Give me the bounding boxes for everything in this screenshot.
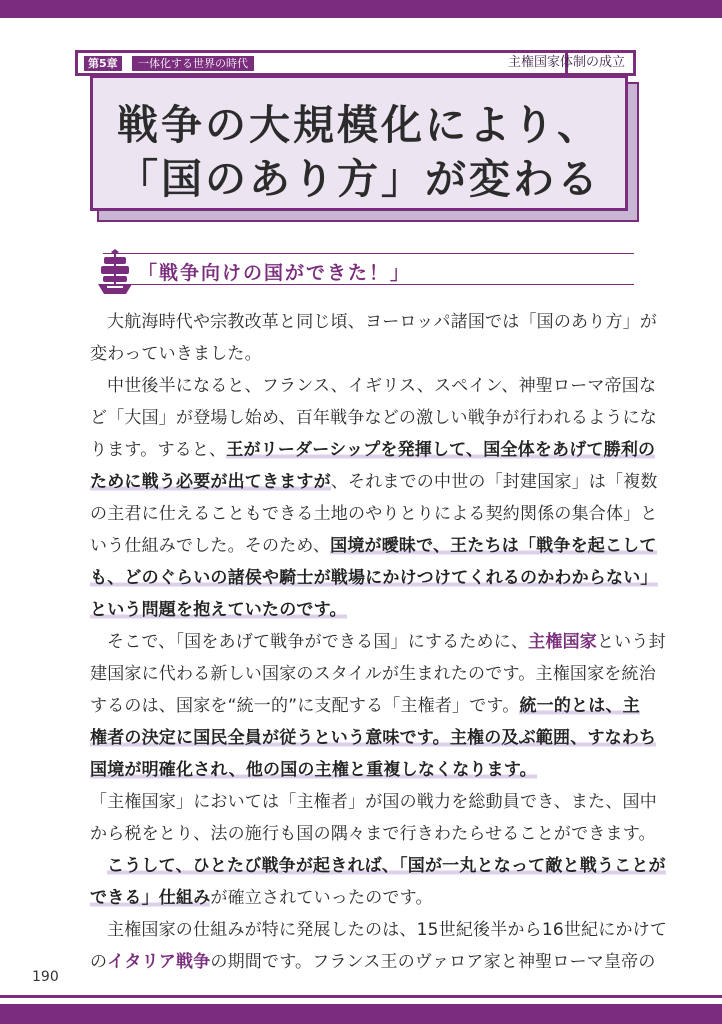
- body-line: [90, 594, 347, 626]
- body-line: から税をとり、法の施行も国の隅々まで行きわたらせることができます。: [90, 824, 656, 844]
- title-box: [90, 75, 628, 211]
- chapter-title: 一体化する世界の時代: [132, 56, 254, 71]
- body-text-run: 、それまでの中世の「封建国家」は「複数: [330, 472, 658, 492]
- body-line: [90, 690, 640, 722]
- body-line: [90, 754, 537, 786]
- chapter-bar: [75, 50, 636, 76]
- body-line: 建国家に代わる新しい国家のスタイルが生まれたのです。主権国家を統治: [90, 664, 656, 684]
- highlighted-text: こうして、ひとたび戦争が起きれば、「国が一丸となって敵と戦うことが: [107, 856, 666, 876]
- chapter-number: 第5章: [84, 56, 122, 71]
- highlighted-text: も、どのぐらいの諸侯や騎士が戦場にかけつけてくれるのかわからない」: [90, 568, 658, 588]
- body-text-run: が確立されていったのです。: [210, 888, 433, 908]
- body-line: [90, 562, 658, 594]
- keyword: イタリア戦争: [107, 952, 211, 972]
- keyword: 主権国家: [528, 632, 597, 652]
- highlighted-text: できる」仕組み: [90, 888, 211, 908]
- highlighted-text: 国境が明確化され、他の国の主権と重複しなくなります。: [90, 760, 537, 780]
- body-text-run: ります。すると、: [90, 440, 227, 460]
- body-line: 変わっていきました。: [90, 344, 262, 364]
- body-line: [90, 722, 656, 754]
- body-line: 中世後半になると、フランス、イギリス、スペイン、神聖ローマ帝国な: [107, 376, 657, 396]
- body-line: の主君に仕えることもできる土地のやりとりによる契約関係の集合体」と: [90, 504, 658, 524]
- body-text-run: いう仕組みでした。そのため、: [90, 536, 331, 556]
- body-text-run: の: [90, 952, 108, 972]
- body-text-run: の期間です。フランス王のヴァロア家と神聖ローマ皇帝の: [210, 952, 656, 972]
- ship-icon: [95, 248, 135, 298]
- body-line: 「主権国家」においては「主権者」が国の戦力を総動員でき、また、国中: [90, 792, 657, 812]
- section-topic: 主権国家体制の成立: [507, 55, 625, 70]
- body-line: [90, 434, 655, 466]
- bottom-rule: [0, 995, 722, 998]
- highlighted-text: 王がリーダーシップを発揮して、国全体をあげて勝利の: [226, 440, 656, 460]
- highlighted-text: 統一的とは、主: [519, 696, 640, 716]
- section-heading: 「戦争向けの国ができた！」: [138, 262, 412, 284]
- heading-rule-top: [103, 253, 634, 254]
- highlighted-text: という問題を抱えていたのです。: [90, 600, 347, 620]
- highlighted-text: 権者の決定に国民全員が従うという意味です。主権の及ぶ範囲、すなわち: [90, 728, 657, 748]
- highlighted-text: ために戦う必要が出てきますが: [90, 472, 331, 492]
- body-text-run: するのは、国家を“統一的”に支配する「主権者」です。: [90, 696, 520, 716]
- top-band: [0, 0, 722, 18]
- body-line: [107, 626, 666, 658]
- body-text-run: という封: [596, 632, 666, 652]
- body-line: 主権国家の仕組みが特に発展したのは、15世紀後半から16世紀にかけて: [107, 920, 668, 940]
- title-line-2: 「国のあり方」が変わる: [117, 155, 601, 203]
- body-line: ど「大国」が登場し始め、百年戦争などの激しい戦争が行われるようにな: [90, 408, 657, 428]
- body-line: [90, 882, 433, 914]
- body-line: [90, 946, 656, 978]
- body-line: [90, 466, 658, 498]
- body-line: 大航海時代や宗教改革と同じ頃、ヨーロッパ諸国では「国のあり方」が: [107, 312, 658, 332]
- bottom-band: [0, 1004, 722, 1024]
- body-line: [90, 530, 657, 562]
- highlighted-text: 国境が曖昧で、王たちは「戦争を起こして: [330, 536, 657, 556]
- page-number: 190: [32, 969, 59, 985]
- title-line-1: 戦争の大規模化により、: [117, 101, 601, 149]
- body-text-run: そこで、「国をあげて戦争ができる国」にするために、: [107, 632, 529, 652]
- body-line: [107, 850, 666, 882]
